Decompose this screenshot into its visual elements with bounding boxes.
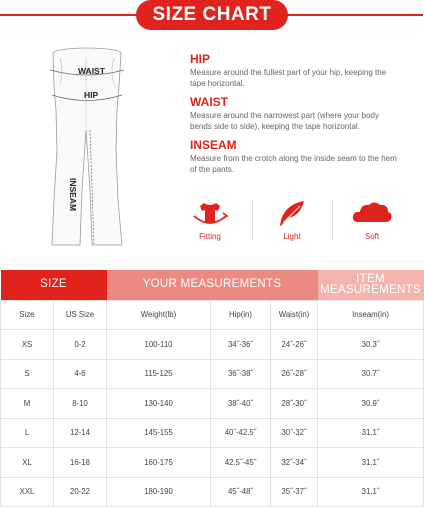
cell-size: S — [1, 359, 54, 389]
cell-weight: 115-125 — [107, 359, 211, 389]
cell-hip: 36˝-38˝ — [211, 359, 271, 389]
definition-waist — [190, 95, 400, 132]
cell-inseam: 31.1˝ — [318, 418, 424, 448]
cell-waist: 24˝-26˝ — [271, 330, 318, 360]
cell-hip: 38˝-40˝ — [211, 389, 271, 419]
size-group-header: SIZE — [1, 270, 107, 300]
definition-text: Measure around the fullest part of your hip, keeping the tape horizontal. — [190, 68, 387, 88]
cell-us-size: 8-10 — [54, 389, 107, 419]
table-row — [1, 330, 424, 360]
column-header: Hip(in) — [211, 300, 271, 330]
page-title: SIZE CHART — [136, 0, 288, 30]
cell-size: XXL — [1, 477, 54, 507]
feature-label: Light — [283, 232, 301, 241]
table-group-header — [1, 270, 424, 300]
cell-hip: 34˝-36˝ — [211, 330, 271, 360]
cell-us-size: 12-14 — [54, 418, 107, 448]
feature-fitting — [180, 196, 240, 241]
definition-title: HIP — [190, 52, 211, 66]
cell-weight: 145-155 — [107, 418, 211, 448]
cell-weight: 180-190 — [107, 477, 211, 507]
table-row — [1, 418, 424, 448]
feature-light — [262, 196, 322, 241]
cell-weight: 160-175 — [107, 448, 211, 478]
feature-label: Soft — [364, 232, 380, 241]
measurement-definitions — [190, 52, 400, 181]
cell-inseam: 31.1˝ — [318, 477, 424, 507]
definition-inseam — [190, 138, 400, 175]
table-row — [1, 448, 424, 478]
light-feather-icon — [262, 196, 322, 230]
definition-text: Measure from the crotch along the inside seam to the hem of the pants. — [190, 154, 397, 174]
figure-hip-label: HIP — [84, 90, 99, 100]
definition-hip — [190, 52, 400, 89]
definition-title: INSEAM — [190, 138, 237, 152]
figure-waist-label: WAIST — [78, 66, 105, 76]
cell-us-size: 4-6 — [54, 359, 107, 389]
your-measurements-header: YOUR MEASUREMENTS — [107, 270, 318, 300]
soft-cloud-icon — [342, 196, 402, 230]
table-row — [1, 477, 424, 507]
size-table — [0, 270, 424, 507]
cell-us-size: 20-22 — [54, 477, 107, 507]
definition-title: WAIST — [190, 95, 228, 109]
cell-size: L — [1, 418, 54, 448]
cell-size: XL — [1, 448, 54, 478]
definition-text: Measure around the narrowest part (where your body bends side to side), keeping the tape horizontal. — [190, 111, 379, 131]
cell-hip: 42.5˝-45˝ — [211, 448, 271, 478]
table-row — [1, 359, 424, 389]
column-header: Weight(lb) — [107, 300, 211, 330]
cell-inseam: 30.9˝ — [318, 389, 424, 419]
figure-inseam-label: INSEAM — [68, 178, 78, 212]
column-header: Waist(in) — [271, 300, 318, 330]
divider — [252, 200, 253, 240]
column-header: US Size — [54, 300, 107, 330]
cell-inseam: 30.7˝ — [318, 359, 424, 389]
cell-us-size: 16-18 — [54, 448, 107, 478]
cell-size: M — [1, 389, 54, 419]
fitting-shirt-icon — [180, 196, 240, 230]
cell-weight: 100-110 — [107, 330, 211, 360]
cell-hip: 45˝-48˝ — [211, 477, 271, 507]
item-measurements-header: ITEM MEASUREMENTS — [318, 270, 424, 300]
fabric-features — [180, 196, 405, 248]
column-header: Inseam(in) — [318, 300, 424, 330]
cell-inseam: 30.3˝ — [318, 330, 424, 360]
cell-inseam: 31.1˝ — [318, 448, 424, 478]
cell-weight: 130-140 — [107, 389, 211, 419]
title-banner — [0, 0, 423, 30]
cell-size: XS — [1, 330, 54, 360]
cell-waist: 32˝-34˝ — [271, 448, 318, 478]
cell-us-size: 0-2 — [54, 330, 107, 360]
cell-waist: 26˝-28˝ — [271, 359, 318, 389]
feature-soft — [342, 196, 402, 241]
column-header: Size — [1, 300, 54, 330]
table-row — [1, 389, 424, 419]
cell-waist: 28˝-30˝ — [271, 389, 318, 419]
column-header-row — [1, 300, 424, 330]
cell-waist: 35˝-37˝ — [271, 477, 318, 507]
cell-hip: 40˝-42.5˝ — [211, 418, 271, 448]
pants-diagram — [40, 40, 160, 262]
feature-label: Fitting — [199, 232, 221, 241]
cell-waist: 30˝-32˝ — [271, 418, 318, 448]
divider — [332, 200, 333, 240]
